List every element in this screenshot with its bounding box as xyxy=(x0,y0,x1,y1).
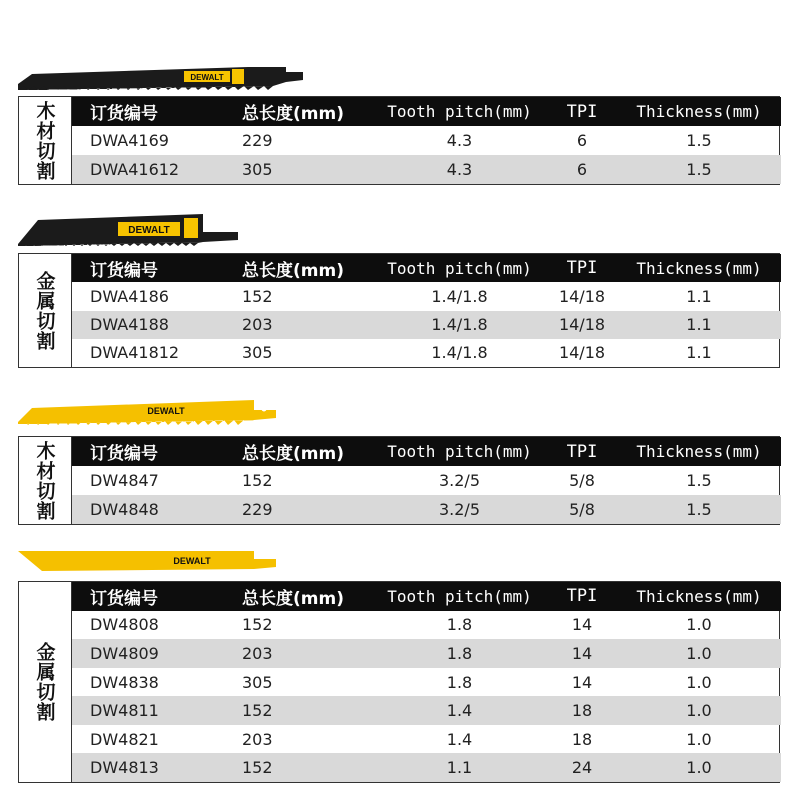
length: 152 xyxy=(242,701,273,721)
header-length: 总长度(mm) xyxy=(242,444,344,464)
table-row xyxy=(72,339,781,367)
table-row xyxy=(72,155,781,184)
side-label-cell xyxy=(19,254,72,367)
header-tooth-pitch: Tooth pitch(mm) xyxy=(387,586,532,606)
category-label: 金属切割 xyxy=(33,270,56,351)
table-row xyxy=(72,696,781,725)
header-length: 总长度(mm) xyxy=(242,104,344,124)
tooth-pitch: 1.4 xyxy=(446,701,473,721)
thickness: 1.5 xyxy=(686,500,712,519)
tpi: 14/18 xyxy=(558,343,606,363)
header-thickness: Thickness(mm) xyxy=(636,258,762,278)
header-tpi: TPI xyxy=(566,101,598,122)
length: 305 xyxy=(242,672,273,692)
header-order-no: 订货编号 xyxy=(90,104,158,124)
tpi: 14/18 xyxy=(558,286,606,306)
header-order-no: 订货编号 xyxy=(90,588,158,609)
table-header-row xyxy=(72,582,781,611)
spec-table xyxy=(72,582,781,782)
order-no: DW4808 xyxy=(90,615,159,635)
length: 152 xyxy=(242,615,273,635)
blade-image-3 xyxy=(18,394,276,430)
category-label: 木材切割 xyxy=(33,440,56,521)
tpi: 18 xyxy=(571,729,593,749)
table-section-wood-2 xyxy=(18,436,780,525)
table-section-wood-1 xyxy=(18,96,780,185)
table-header-row xyxy=(72,97,781,126)
length: 152 xyxy=(242,286,273,306)
order-no: DW4847 xyxy=(90,471,159,490)
table-row xyxy=(72,639,781,668)
category-label: 木材切割 xyxy=(33,100,56,181)
thickness: 1.1 xyxy=(686,315,712,335)
tpi: 24 xyxy=(571,758,593,778)
header-tpi: TPI xyxy=(566,586,598,607)
blade-image-1 xyxy=(18,62,303,94)
length: 203 xyxy=(242,729,273,749)
length: 203 xyxy=(242,315,273,335)
table-row xyxy=(72,753,781,782)
tooth-pitch: 1.8 xyxy=(446,643,473,663)
length: 229 xyxy=(242,131,273,150)
table-row xyxy=(72,668,781,697)
header-tooth-pitch: Tooth pitch(mm) xyxy=(387,258,532,278)
thickness: 1.1 xyxy=(686,286,712,306)
order-no: DWA4169 xyxy=(90,131,169,150)
table-header-row xyxy=(72,437,781,466)
header-thickness: Thickness(mm) xyxy=(636,102,762,121)
thickness: 1.5 xyxy=(686,160,712,179)
tooth-pitch: 1.8 xyxy=(446,615,473,635)
length: 203 xyxy=(242,643,273,663)
thickness: 1.0 xyxy=(686,758,712,778)
thickness: 1.5 xyxy=(686,131,712,150)
tooth-pitch: 1.4/1.8 xyxy=(431,315,488,335)
thickness: 1.0 xyxy=(686,672,712,692)
thickness: 1.0 xyxy=(686,729,712,749)
order-no: DW4813 xyxy=(90,758,159,778)
blade-brand-label: DEWALT xyxy=(128,225,170,236)
header-tpi: TPI xyxy=(566,258,598,279)
header-thickness: Thickness(mm) xyxy=(636,442,762,461)
order-no: DWA4186 xyxy=(90,286,169,306)
length: 305 xyxy=(242,343,273,363)
table-row xyxy=(72,282,781,310)
order-no: DWA41812 xyxy=(90,343,180,363)
blade-image-4 xyxy=(18,545,276,577)
side-label-cell xyxy=(19,97,72,184)
order-no: DW4811 xyxy=(90,701,159,721)
table-row xyxy=(72,466,781,495)
thickness: 1.5 xyxy=(686,471,712,490)
spec-table xyxy=(72,437,781,524)
tpi: 6 xyxy=(576,160,588,179)
thickness: 1.0 xyxy=(686,643,712,663)
header-thickness: Thickness(mm) xyxy=(636,586,762,606)
blade-brand-label: DEWALT xyxy=(147,406,185,416)
table-row xyxy=(72,126,781,155)
order-no: DW4848 xyxy=(90,500,159,519)
tooth-pitch: 1.8 xyxy=(446,672,473,692)
thickness: 1.1 xyxy=(686,343,712,363)
header-tpi: TPI xyxy=(566,441,598,462)
order-no: DW4809 xyxy=(90,643,159,663)
spec-table xyxy=(72,254,781,367)
tooth-pitch: 3.2/5 xyxy=(438,471,480,490)
length: 305 xyxy=(242,160,273,179)
table-section-metal-1 xyxy=(18,253,780,368)
order-no: DWA4188 xyxy=(90,315,169,335)
tooth-pitch: 1.4/1.8 xyxy=(431,286,488,306)
table-header-row xyxy=(72,254,781,282)
table-row xyxy=(72,311,781,339)
tpi: 5/8 xyxy=(569,500,595,519)
tpi: 14/18 xyxy=(558,315,606,335)
thickness: 1.0 xyxy=(686,701,712,721)
tooth-pitch: 1.4/1.8 xyxy=(431,343,488,363)
header-tooth-pitch: Tooth pitch(mm) xyxy=(387,102,532,121)
spec-table xyxy=(72,97,781,184)
blade-brand-label: DEWALT xyxy=(173,556,211,566)
length: 152 xyxy=(242,471,273,490)
header-length: 总长度(mm) xyxy=(242,588,344,609)
order-no: DWA41612 xyxy=(90,160,180,179)
tpi: 14 xyxy=(571,615,593,635)
tooth-pitch: 4.3 xyxy=(446,131,473,150)
header-tooth-pitch: Tooth pitch(mm) xyxy=(387,442,532,461)
length: 152 xyxy=(242,758,273,778)
tpi: 5/8 xyxy=(569,471,595,490)
tpi: 18 xyxy=(571,701,593,721)
tpi: 14 xyxy=(571,672,593,692)
tooth-pitch: 4.3 xyxy=(446,160,473,179)
order-no: DW4821 xyxy=(90,729,159,749)
blade-image-2 xyxy=(18,210,238,250)
side-label-cell xyxy=(19,582,72,782)
table-section-metal-2 xyxy=(18,581,780,783)
tpi: 6 xyxy=(576,131,588,150)
table-row xyxy=(72,725,781,754)
tooth-pitch: 3.2/5 xyxy=(438,500,480,519)
tpi: 14 xyxy=(571,643,593,663)
length: 229 xyxy=(242,500,273,519)
blade-brand-label: DEWALT xyxy=(190,73,224,82)
table-row xyxy=(72,495,781,524)
header-length: 总长度(mm) xyxy=(242,260,344,281)
header-order-no: 订货编号 xyxy=(90,260,158,281)
table-row xyxy=(72,611,781,640)
order-no: DW4838 xyxy=(90,672,159,692)
side-label-cell xyxy=(19,437,72,524)
tooth-pitch: 1.4 xyxy=(446,729,473,749)
header-order-no: 订货编号 xyxy=(90,444,158,464)
tooth-pitch: 1.1 xyxy=(446,758,473,778)
thickness: 1.0 xyxy=(686,615,712,635)
category-label: 金属切割 xyxy=(33,642,56,722)
